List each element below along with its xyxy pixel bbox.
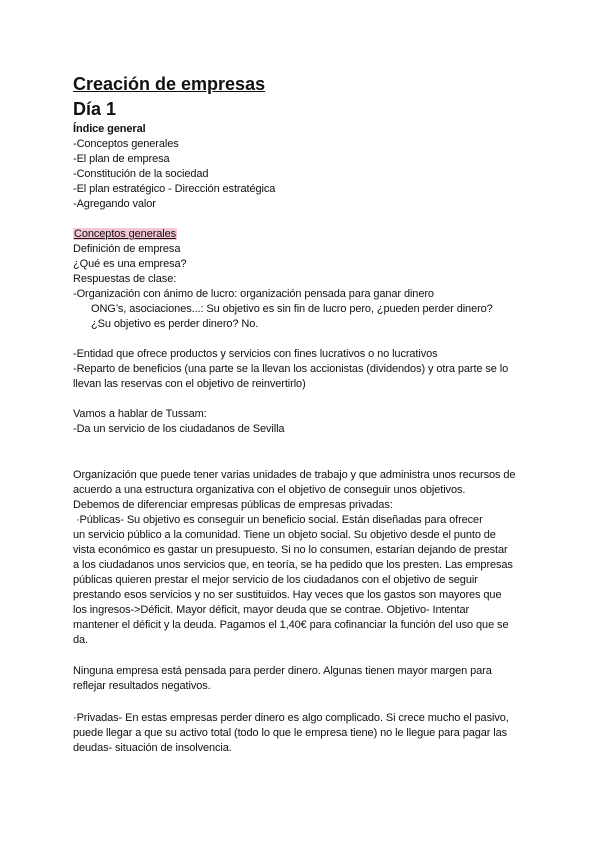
text-line: prestando esos servicios y no ser sustituidos. Hay veces que los gastos son mayores que: [73, 589, 502, 601]
text-line: -Reparto de beneficios (una parte se la llevan los accionistas (dividendos) y otra parte se lo: [73, 363, 509, 375]
text-line: -Da un servicio de los ciudadanos de Sevilla: [73, 423, 285, 435]
text-line: deudas- situación de insolvencia.: [73, 742, 232, 754]
text-line: ¿Qué es una empresa?: [73, 258, 187, 270]
text-line: -Entidad que ofrece productos y servicios con fines lucrativos o no lucrativos: [73, 348, 438, 360]
indented-line: ONG’s, asociaciones...: Su objetivo es sin fin de lucro pero, ¿pueden perder dinero?: [91, 303, 493, 315]
text-line: Respuestas de clase:: [73, 273, 177, 285]
index-item: -Conceptos generales: [73, 138, 179, 150]
index-heading: Índice general: [73, 123, 146, 135]
text-line: Ninguna empresa está pensada para perder dinero. Algunas tienen mayor margen para: [73, 665, 492, 677]
section-heading: Conceptos generales: [74, 228, 177, 240]
text-line: llevan las reservas con el objetivo de reinvertirlo): [73, 378, 306, 390]
document-title: Creación de empresas: [73, 74, 266, 94]
section-heading-wrap: [73, 227, 533, 242]
text-line: a los ciudadanos unos servicios que, en teoría, se ha pedido que los presten. Las empresas: [73, 559, 513, 571]
text-line: un servicio público a la comunidad. Tiene un objeto social. Su objetivo desde el punto de: [73, 529, 496, 541]
index-item: -Agregando valor: [73, 198, 156, 210]
text-line: -Organización con ánimo de lucro: organización pensada para ganar dinero: [73, 288, 434, 300]
index-item: -El plan de empresa: [73, 153, 170, 165]
text-line: puede llegar a que su activo total (todo lo que le empresa tiene) no le llegue para pagar las: [73, 727, 508, 739]
text-line: vista económico es gastar un presupuesto. Si no lo consumen, estarían dejando de prestar: [73, 544, 508, 556]
index-item: -El plan estratégico - Dirección estratégica: [73, 183, 276, 195]
text-line: acuerdo a una estructura organizativa con el objetivo de conseguir unos objetivos.: [73, 484, 466, 496]
text-line: ·Privadas- En estas empresas perder dinero es algo complicado. Si crece mucho el pasivo,: [73, 712, 509, 724]
text-line: da.: [73, 634, 88, 646]
text-line: los ingresos->Déficit. Mayor déficit, mayor deuda que se contrae. Objetivo- Intentar: [73, 604, 470, 616]
index-item: -Constitución de la sociedad: [73, 168, 209, 180]
text-line: reflejar resultados negativos.: [73, 680, 211, 692]
text-line: ·Públicas- Su objetivo es conseguir un beneficio social. Están diseñadas para ofrecer: [73, 514, 483, 526]
text-line: Vamos a hablar de Tussam:: [73, 408, 207, 420]
text-line: Definición de empresa: [73, 243, 181, 255]
indented-line: ¿Su objetivo es perder dinero? No.: [91, 318, 259, 330]
document-subtitle: Día 1: [73, 99, 117, 119]
text-line: públicas quieren prestar el mejor servicio de los ciudadanos con el objetivo de seguir: [73, 574, 478, 586]
text-line: Organización que puede tener varias unidades de trabajo y que administra unos recursos de: [73, 469, 516, 481]
text-line: mantener el déficit y la deuda. Pagamos el 1,40€ para cofinanciar la función del uso que se: [73, 619, 509, 631]
text-line: Debemos de diferenciar empresas públicas de empresas privadas:: [73, 499, 393, 511]
